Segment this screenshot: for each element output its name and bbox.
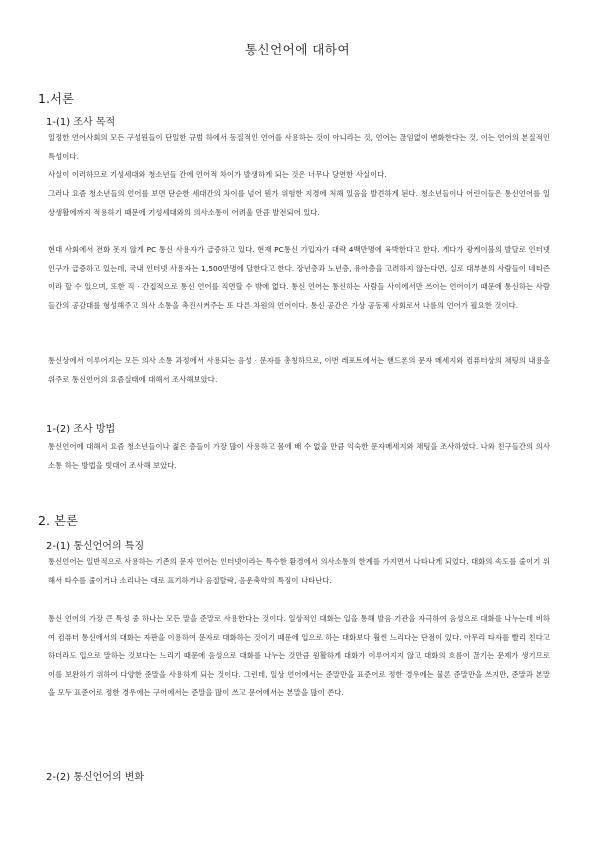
subsection-heading-features: 2-(1) 통신언어의 특징 <box>46 541 145 552</box>
subsection-heading-changes: 2-(2) 통신언어의 변화 <box>46 772 145 783</box>
paragraph: 통신상에서 이루어지는 모든 의사 소통 과정에서 사용되는 음성 · 문자를 총칭하므로, 이번 레포트에서는 핸드폰의 문자 메세지와 컴퓨터상의 채팅의 내용을 위주로 통신언어의 요즘실태에 대해서 조사해보았다. <box>48 356 550 384</box>
section-heading-body: 2. 본론 <box>38 513 79 528</box>
paragraph: 통신 언어의 가장 큰 특성 중 하나는 모든 말을 준말로 사용한다는 것이다. 일상적인 대화는 입을 통해 발음 기관을 자극하여 음성으로 대화를 나누는데 비하여 컴퓨터 통신에서의 대화는 자판을 이용하여 문자로 대화하는 것이기 때문에 입으로 하는 대화보다 훨씬 느리다는 단점이 있다. 아무리 타자를 빨리 친다고 하더라도 입으로 말하는 것보다는 느리기 때문에 음성으로 대화를 나누는 것만큼 원활하게 대화가 이루어지지 않고 대화의 흐름이 끊기는 문제가 생기므로 이를 보완하기 위하여 다양한 준말을 사용하게 되는 것이다. 그런데, 일상 언어에서는 준말만을 표준어로 정한 경우에는 물론 준말만을 쓰지만, 준말과 본말을 모두 표준어로 정한 경우에는 구어에서는 준말을 많이 쓰고 문어에서는 본말을 많이 쓴다. <box>48 614 550 698</box>
document-title: 통신언어에 대하여 <box>244 42 351 57</box>
subsection-heading-purpose: 1-(1) 조사 목적 <box>46 117 116 128</box>
subsection-heading-method: 1-(2) 조사 방법 <box>46 424 116 435</box>
paragraph: 현대 사회에서 전화 못지 않게 PC 통신 사용자가 급증하고 있다. 현재 PC통신 가입자가 대략 4백만명에 육박한다고 한다. 게다가 광케이블의 발달로 인터넷 인구가 급증하고 있는데, 국내 인터넷 사용자는 1,500만명에 달한다고 한다. 장년층과 노년층, 유아층을 고려하지 않는다면, 실로 대부분의 사람들이 네티즌이라 할 수 있으며, 또한 직 · 간접적으로 통신 언어를 직면할 수 밖에 없다. 통신 언어는 통신하는 사람들 사이에서만 쓰이는 언어이기 때문에 통신하는 사람들간의 공감대를 형성해주고 의사 소통을 촉진시켜주는 또 다른 차원의 언어이다. 통신 공간은 가상 공동체 사회로서 나름의 언어가 필요한 것이다. <box>48 245 550 310</box>
paragraph: 통신언어는 일반적으로 사용하는 기존의 문자 언어는 인터넷이라는 특수한 환경에서 의사소통의 한계를 가지면서 나타나게 되었다. 대화의 속도를 줄이기 위해서 타수를 줄이거나 소리나는 대로 표기하거나 음절탈락, 음운축약의 특징이 나타난다. <box>48 557 550 585</box>
paragraph: 통신언어에 대해서 요즘 청소년들이나 젊은 층들이 가장 많이 사용하고 몸에 배 수 없을 만큼 익숙한 문자메세지와 채팅을 조사하였다. 나와 친구들간의 의사소통 하는 방법을 빗대어 조사해 보았다. <box>48 442 550 470</box>
paragraph: 사실이 이러하므로 기성세대와 청소년들 간에 언어적 차이가 발생하게 되는 것은 너무나 당연한 사실이다. <box>48 170 387 179</box>
paragraph: 그러나 요즘 청소년들의 언어를 보면 단순한 세대간의 차이를 넘어 뭔가 위험한 지경에 처해 있음을 발견하게 된다. 청소년들이나 어린이들은 통신언어를 일상생활에까지 적용하기 때문에 기성세대와의 의사소통이 어려울 만큼 발전되어 있다. <box>48 189 550 217</box>
paragraph: 일정한 언어사회의 모든 구성원들이 단일한 규범 하에서 동질적인 언어를 사용하는 것이 아니라는 것, 언어는 끊임없이 변화한다는 것, 이는 언어의 본질적인 특성이다. <box>48 133 550 161</box>
section-heading-introduction: 1.서론 <box>38 91 75 106</box>
